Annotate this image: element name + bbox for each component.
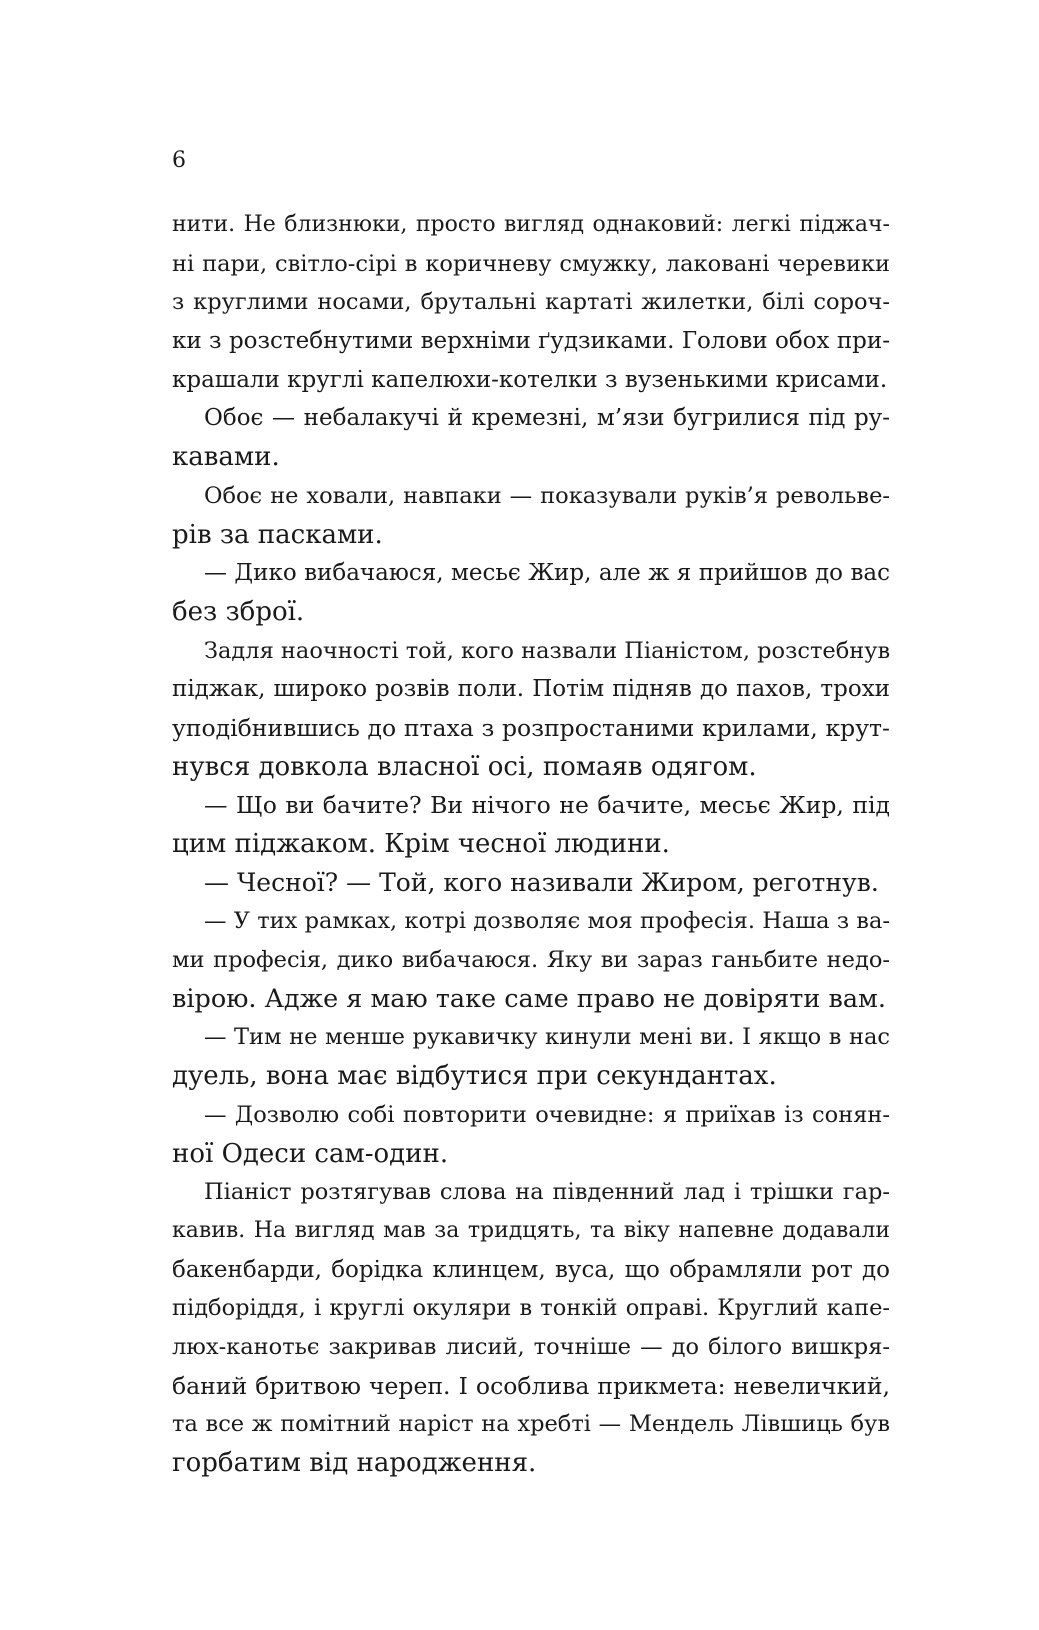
body-text (172, 206, 890, 1483)
text-line: піджак, широко розвів поли. Потім підняв до пахов, трохи (172, 676, 890, 703)
text-line: — Тим не менше рукавичку кинули мені ви. І якщо в нас (204, 1024, 890, 1051)
text-line: цим піджаком. Крім чесної людини. (172, 829, 670, 859)
text-line: нити. Не близнюки, просто вигляд однаковий: легкі піджач- (172, 212, 890, 237)
text-line: дуель, вона має відбутися при секундантах. (172, 1061, 777, 1092)
text-line: підборіддя, і круглі окуляри в тонкій оправі. Круглий капе- (172, 1295, 890, 1322)
text-line: та все ж помітний наріст на хребті — Мендель Лівшиць був (172, 1411, 890, 1438)
text-line: з круглими носами, брутальні картаті жилетки, білі сороч- (172, 289, 890, 316)
text-line: — Дозволю собі повторити очевидне: я приїхав із сонян- (204, 1101, 890, 1128)
text-line: ні пари, світло-сірі в коричневу смужку, лаковані черевики (172, 250, 890, 277)
text-line: — Дико вибачаюся, месьє Жир, але ж я прийшов до вас (204, 560, 890, 587)
text-line: Обоє — небалакучі й кремезні, м’язи бугрилися під ру- (204, 405, 890, 432)
text-line: бакенбарди, борідка клинцем, вуса, що обрамляли рот до (172, 1256, 890, 1283)
text-line: Піаніст розтягував слова на південний лад і трішки гар- (204, 1179, 890, 1206)
text-line: без зброї. (172, 596, 305, 627)
text-line: ми професія, дико вибачаюся. Яку ви зараз ганьбите недо- (172, 947, 890, 974)
page-number: 6 (172, 148, 186, 173)
text-line: нувся довкола власної осі, помаяв одягом. (172, 751, 757, 782)
text-line: рів за пасками. (172, 519, 383, 550)
text-line: ної Одеси сам-один. (172, 1138, 449, 1169)
text-line: горбатим від народження. (172, 1448, 537, 1478)
text-line: крашали круглі капелюхи-котелки з вузенькими крисами. (172, 366, 888, 393)
text-line: баний бритвою череп. І особлива прикмета: невеличкий, (172, 1371, 890, 1400)
text-line: Обоє не ховали, навпаки — показували руків’я револьве- (204, 482, 890, 509)
text-line: — У тих рамках, котрі дозволяє моя професія. Наша з ва- (204, 908, 890, 935)
text-line: кавами. (172, 442, 280, 473)
text-line: вірою. Адже я маю таке саме право не довіряти вам. (172, 983, 886, 1014)
text-line: ки з розстебнутими верхніми ґудзиками. Голови обох при- (172, 328, 890, 355)
text-line: — Чесної? — Той, кого називали Жиром, реготнув. (204, 867, 879, 897)
text-line: кавив. На вигляд мав за тридцять, та віку напевне додавали (172, 1217, 890, 1243)
text-line: — Що ви бачите? Ви нічого не бачите, месьє Жир, під (204, 791, 890, 820)
text-line: Задля наочності той, кого назвали Піаністом, розстебнув (204, 637, 890, 664)
text-line: люх-канотьє закривав лисий, точніше — до білого вишкря- (172, 1333, 890, 1360)
text-line: уподібнившись до птаха з розпростаними крилами, крут- (172, 713, 890, 742)
